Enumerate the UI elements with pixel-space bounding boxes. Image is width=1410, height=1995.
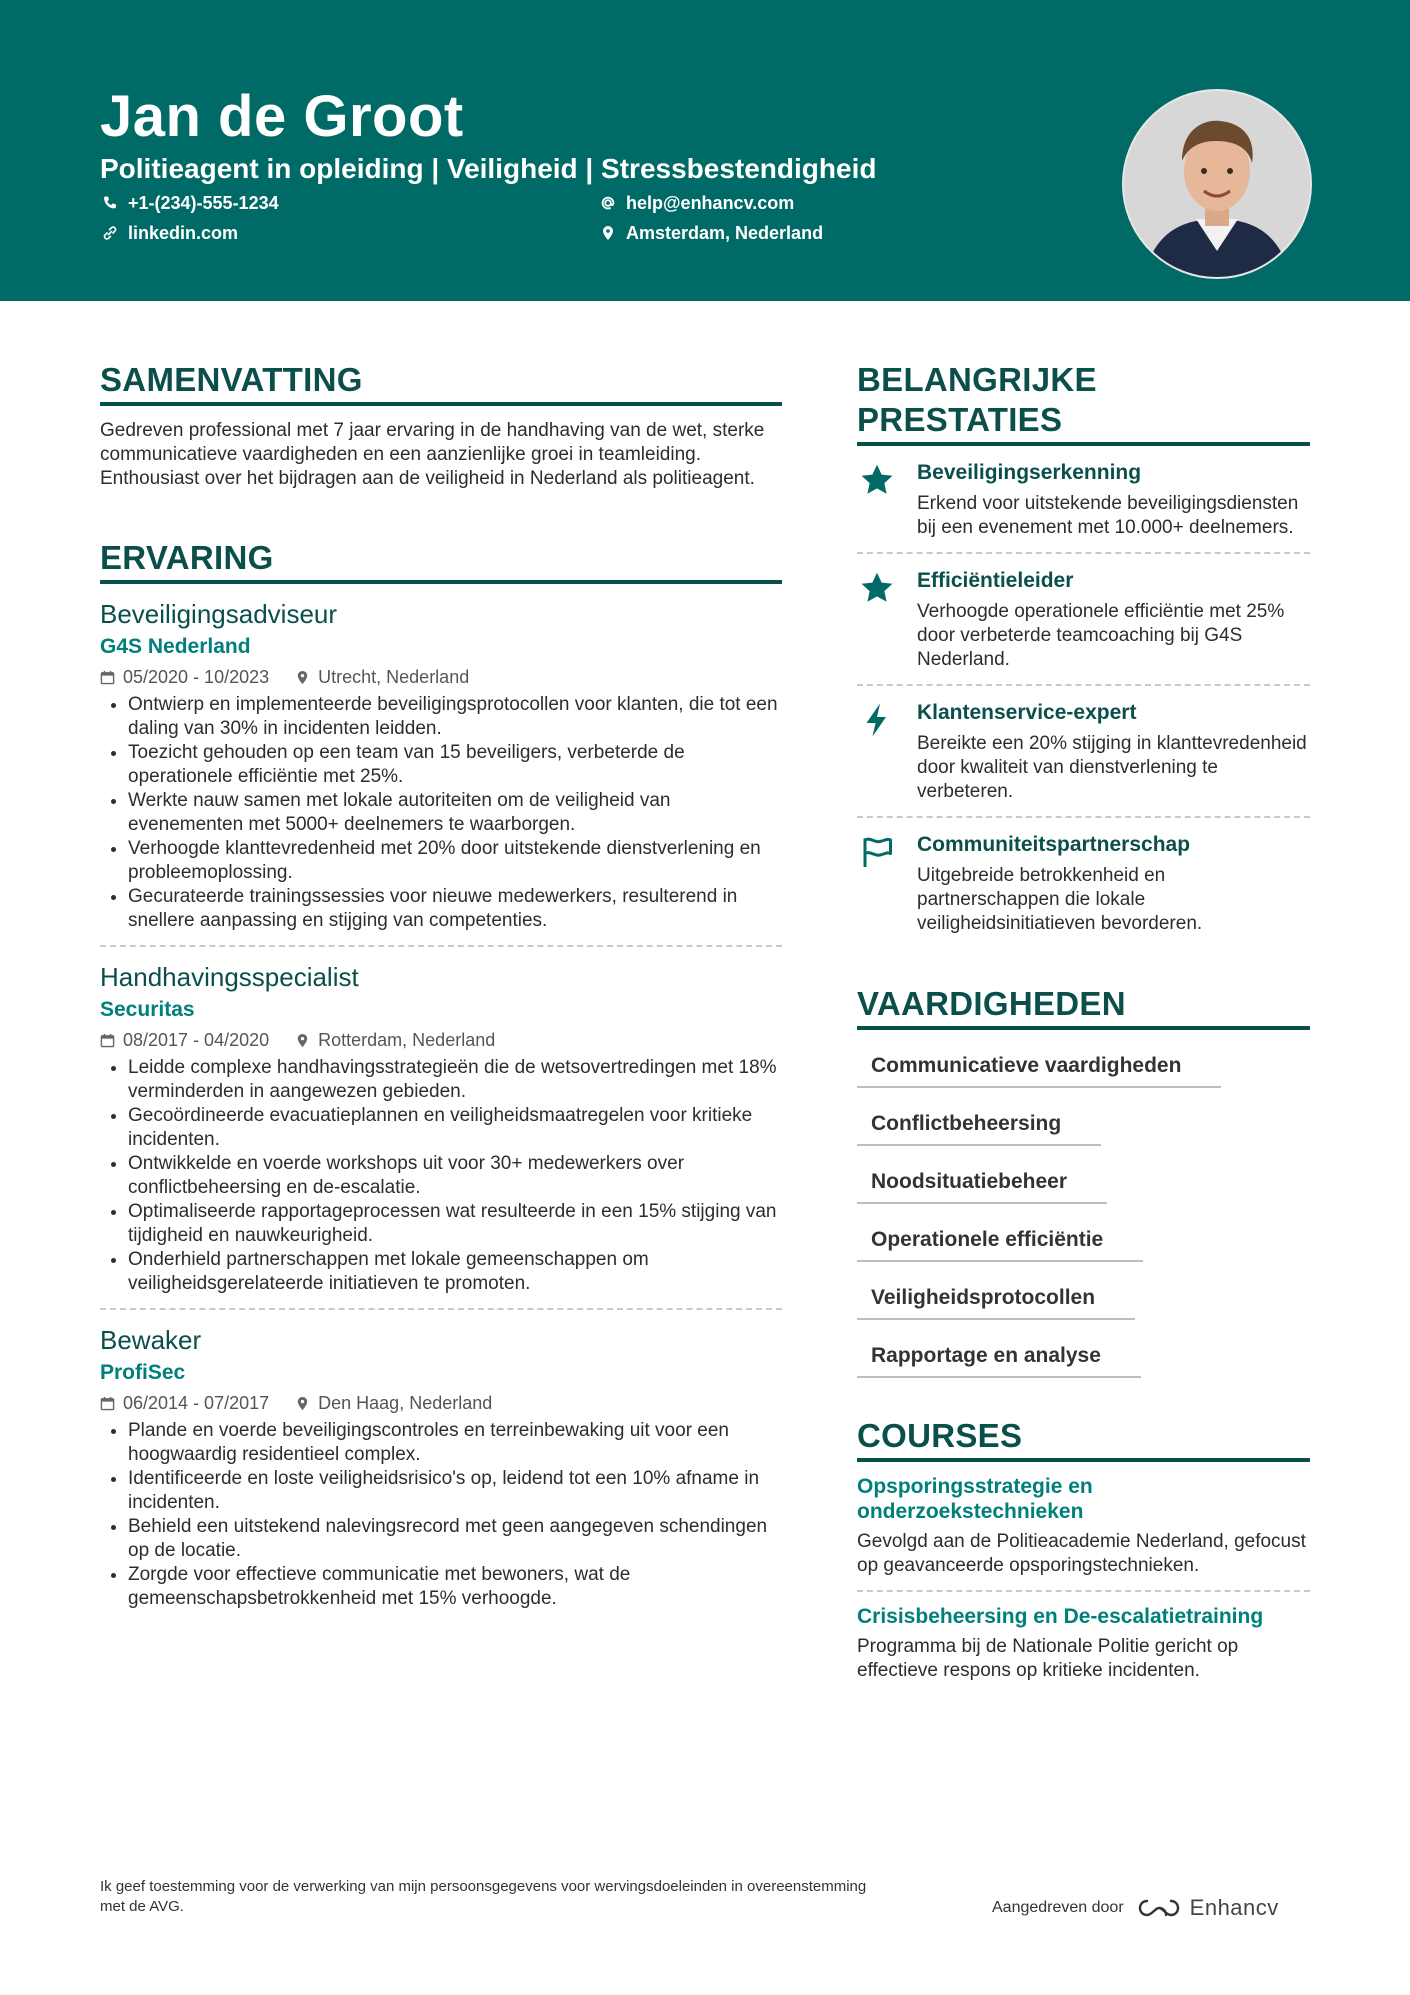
location-pin-icon <box>295 1033 310 1048</box>
contact-location <box>600 222 823 244</box>
job-meta <box>100 1029 782 1051</box>
job-meta <box>100 1392 782 1414</box>
calendar-icon <box>100 1033 115 1048</box>
job-bullet: • Ontwikkelde en voerde workshops uit voor 30+ medewerkers over conflictbeheersing en de-escalatie. <box>128 1152 782 1200</box>
experience-list <box>100 584 782 1623</box>
course-item <box>857 1592 1310 1695</box>
achievement-item <box>857 686 1310 818</box>
experience-heading: ERVARING <box>100 538 782 584</box>
job-title: Bewaker <box>100 1325 202 1355</box>
job-entry <box>100 947 782 1310</box>
summary-heading: SAMENVATTING <box>100 360 782 406</box>
star-icon <box>859 570 895 606</box>
job-bullet: • Optimaliseerde rapportageprocessen wat resulteerde in een 15% stijging van tijdigheid en nauwkeurigheid. <box>128 1200 782 1248</box>
enhancv-logo-icon <box>1136 1897 1182 1919</box>
header-banner <box>0 0 1410 301</box>
job-bullets <box>100 1056 782 1296</box>
job-meta <box>100 666 782 688</box>
skill-tag: Noodsituatiebeheer <box>857 1164 1107 1204</box>
course-title: Opsporingsstrategie en onderzoekstechnieken <box>857 1475 1093 1523</box>
skill-tag: Rapportage en analyse <box>857 1338 1141 1378</box>
achievement-title: Klantenservice-expert <box>917 701 1137 724</box>
skills-list <box>857 1048 1310 1378</box>
job-location: Den Haag, Nederland <box>318 1393 493 1413</box>
job-bullet: • Ontwierp en implementeerde beveiligingsprotocollen voor klanten, die tot een daling van 30% in incidenten leidden. <box>128 693 782 741</box>
job-bullet: • Behield een uitstekend nalevingsrecord met geen aangegeven schendingen op de locatie. <box>128 1515 782 1563</box>
brand-name: Enhancv <box>1189 1895 1279 1920</box>
link-icon <box>102 225 118 241</box>
gdpr-consent: Ik geef toestemming voor de verwerking van mijn persoonsgegevens voor wervingsdoeleinden in overeenstemming met de AVG. <box>100 1878 867 1915</box>
job-bullets <box>100 1419 782 1611</box>
courses-heading: COURSES <box>857 1416 1310 1462</box>
location-pin-icon <box>295 1396 310 1411</box>
job-bullet: • Plande en voerde beveiligingscontroles en terreinbewaking uit voor een hoogwaardig residentieel complex. <box>128 1419 782 1467</box>
phone-icon <box>102 195 118 211</box>
job-company: G4S Nederland <box>100 635 251 658</box>
job-bullet: • Gecoördineerde evacuatieplannen en veiligheidsmaatregelen voor kritieke incidenten. <box>128 1104 782 1152</box>
contact-email[interactable] <box>600 192 794 214</box>
flag-icon <box>859 834 895 870</box>
contact-phone[interactable] <box>102 192 279 214</box>
job-bullets <box>100 693 782 933</box>
job-title: Beveiligingsadviseur <box>100 599 338 629</box>
skill-tag: Conflictbeheersing <box>857 1106 1101 1146</box>
job-dates: 08/2017 - 04/2020 <box>123 1030 270 1050</box>
job-title: Handhavingsspecialist <box>100 962 359 992</box>
skills-heading: VAARDIGHEDEN <box>857 984 1310 1030</box>
contact-website[interactable] <box>102 222 238 244</box>
achievement-desc: Erkend voor uitstekende beveiligingsdiensten bij een evenement met 10.000+ deelnemers. <box>917 493 1299 538</box>
achievement-title: Efficiëntieleider <box>917 569 1074 592</box>
skill-tag: Operationele efficiëntie <box>857 1222 1143 1262</box>
right-column <box>857 360 1310 1695</box>
course-item <box>857 1462 1310 1592</box>
job-entry <box>100 1310 782 1623</box>
job-bullet: • Toezicht gehouden op een team van 15 beveiligers, verbeterde de operationele efficiëntie met 25%. <box>128 741 782 789</box>
achievements-list <box>857 446 1310 948</box>
candidate-name: Jan de Groot <box>100 84 464 149</box>
job-company: ProfiSec <box>100 1361 186 1384</box>
profile-photo <box>1122 89 1312 279</box>
summary-text: Gedreven professional met 7 jaar ervaring in de handhaving van de wet, sterke communicatieve vaardigheden en een aanzienlijke groei in teamleiding. Enthousiast over het bijdragen aan de veiligheid in Nederland als politieagent. <box>100 420 765 489</box>
course-desc: Gevolgd aan de Politieacademie Nederland, gefocust op geavanceerde opsporingstechnieken. <box>857 1531 1306 1576</box>
achievement-desc: Verhoogde operationele efficiëntie met 25% door verbeterde teamcoaching bij G4S Nederland. <box>917 601 1285 670</box>
brand-logo <box>1136 1895 1279 1921</box>
job-bullet: • Werkte nauw samen met lokale autoriteiten om de veiligheid van evenementen met 5000+ deelnemers te waarborgen. <box>128 789 782 837</box>
courses-list <box>857 1462 1310 1695</box>
course-title: Crisisbeheersing en De-escalatietraining <box>857 1605 1264 1628</box>
job-company: Securitas <box>100 998 195 1021</box>
job-dates: 05/2020 - 10/2023 <box>123 667 270 687</box>
headline: Politieagent in opleiding | Veiligheid | Stressbestendigheid <box>100 153 877 184</box>
job-location: Utrecht, Nederland <box>318 667 470 687</box>
job-bullet: • Leidde complexe handhavingsstrategieën die de wetsovertredingen met 18% verminderden in aangewezen gebieden. <box>128 1056 782 1104</box>
job-bullet: • Identificeerde en loste veiligheidsrisico's op, leidend tot een 10% afname in incidenten. <box>128 1467 782 1515</box>
achievement-desc: Uitgebreide betrokkenheid en partnerschappen die lokale veiligheidsinitiatieven bevorderen. <box>917 865 1203 934</box>
achievement-title: Beveiligingserkenning <box>917 461 1142 484</box>
course-desc: Programma bij de Nationale Politie gericht op effectieve respons op kritieke incidenten. <box>857 1636 1239 1681</box>
achievement-item <box>857 554 1310 686</box>
calendar-icon <box>100 670 115 685</box>
job-bullet: • Zorgde voor effectieve communicatie met bewoners, wat de gemeenschapsbetrokkenheid met 15% verhoogde. <box>128 1563 782 1611</box>
powered-by-label: Aangedreven door <box>992 1899 1124 1916</box>
achievements-heading: BELANGRIJKE PRESTATIES <box>857 360 1310 446</box>
skill-tag: Communicatieve vaardigheden <box>857 1048 1221 1088</box>
at-icon <box>600 195 616 211</box>
star-icon <box>859 462 895 498</box>
location-pin-icon <box>600 225 616 241</box>
email-text: help@enhancv.com <box>626 193 795 213</box>
left-column <box>100 360 782 1623</box>
powered-by[interactable] <box>992 1895 1279 1921</box>
job-bullet: • Onderhield partnerschappen met lokale gemeenschappen om veiligheidsgerelateerde initiatieven te promoten. <box>128 1248 782 1296</box>
achievement-item <box>857 818 1310 948</box>
job-bullet: • Gecurateerde trainingssessies voor nieuwe medewerkers, resulterend in snellere aanpassing en stijging van competenties. <box>128 885 782 933</box>
job-entry <box>100 584 782 947</box>
job-dates: 06/2014 - 07/2017 <box>123 1393 270 1413</box>
location-text: Amsterdam, Nederland <box>626 223 824 243</box>
calendar-icon <box>100 1396 115 1411</box>
skill-tag: Veiligheidsprotocollen <box>857 1280 1135 1320</box>
job-bullet: • Verhoogde klanttevredenheid met 20% door uitstekende dienstverlening en probleemoplossing. <box>128 837 782 885</box>
achievement-desc: Bereikte een 20% stijging in klanttevredenheid door kwaliteit van dienstverlening te verbeteren. <box>917 733 1307 802</box>
achievement-title: Communiteitspartnerschap <box>917 833 1191 856</box>
location-pin-icon <box>295 670 310 685</box>
achievement-item <box>857 446 1310 554</box>
phone-text: +1-(234)-555-1234 <box>128 193 279 213</box>
website-text: linkedin.com <box>128 223 239 243</box>
job-location: Rotterdam, Nederland <box>318 1030 496 1050</box>
lightning-icon <box>859 702 895 738</box>
